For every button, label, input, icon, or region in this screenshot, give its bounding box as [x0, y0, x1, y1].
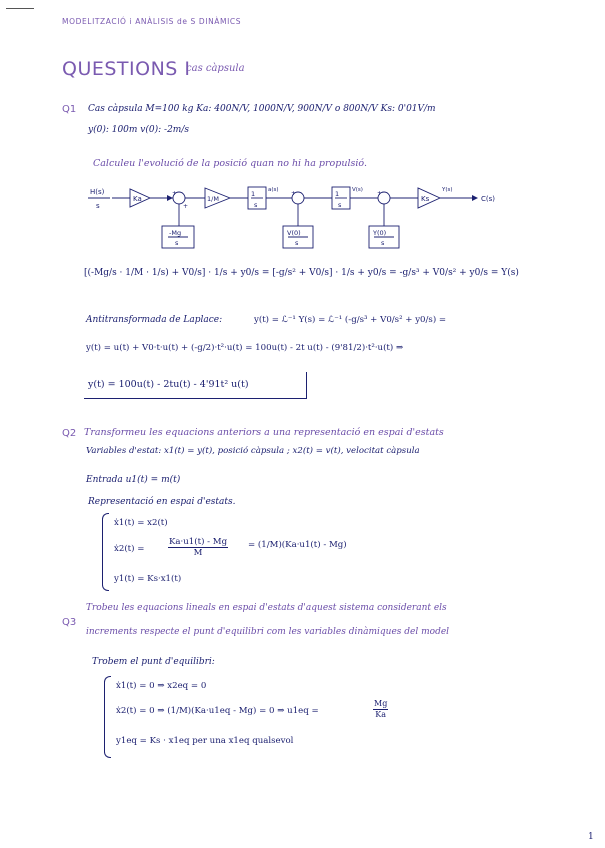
- q1-result: y(t) = 100u(t) - 2tu(t) - 4'91t² u(t): [88, 379, 249, 390]
- svg-text:1: 1: [335, 190, 340, 198]
- q3-eq2: ẋ2(t) = 0 ⇒ (1/M)(Ka·u1eq - Mg) = 0 ⇒ u1eq =: [116, 706, 319, 716]
- q2-eq2-den: M: [193, 548, 203, 558]
- q2-eq2-rhs: = (1/M)(Ka·u1(t) - Mg): [248, 540, 347, 550]
- q1-number: Q1: [62, 104, 77, 115]
- y0-num: Y(0): [373, 229, 387, 237]
- signal-v: V(s): [352, 187, 363, 193]
- svg-text:+: +: [172, 190, 178, 197]
- q2-representation: Representació en espai d'estats.: [88, 497, 236, 507]
- svg-text:+: +: [183, 203, 189, 210]
- q1-initial-conditions: y(0): 100m v(0): -2m/s: [88, 125, 189, 135]
- laplace-equation: [(-Mg/s · 1/M · 1/s) + V0/s] · 1/s + y0/s = [-g/s² + V0/s] · 1/s + y0/s = -g/s³ + V0/s² + y0/s = Y(s): [84, 268, 519, 278]
- ks-gain-label: Ks: [421, 195, 430, 203]
- q3-eq2-den: Ka: [375, 710, 387, 719]
- q2-eq3: y1(t) = Ks·x1(t): [114, 574, 182, 584]
- q2-state-variables: Variables d'estat: x1(t) = y(t), posició càpsula ; x2(t) = v(t), velocitat càpsula: [86, 446, 420, 456]
- mg-num: -Mg: [169, 229, 182, 237]
- mg-den: s: [175, 239, 179, 247]
- q3-eq1: ẋ1(t) = 0 ⇒ x2eq = 0: [116, 681, 207, 691]
- page-subtitle: cas càpsula: [186, 63, 245, 74]
- input-signal-den: s: [96, 202, 100, 210]
- input-signal-num: H(s): [90, 188, 105, 196]
- q2-number: Q2: [62, 428, 77, 439]
- q2-eq2-lhs: ẋ2(t) =: [114, 544, 145, 554]
- q2-statement: Transformeu les equacions anteriors a una representació en espai d'estats: [84, 427, 444, 438]
- q3-eq2-fraction: [373, 699, 388, 720]
- q2-eq2-num: Ka·u1(t) - Mg: [169, 537, 228, 547]
- inv-m-label: 1/M: [207, 195, 219, 203]
- svg-text:s: s: [338, 201, 342, 209]
- svg-text:+: +: [291, 190, 297, 197]
- q3-eq3: y1eq = Ks · x1eq per una x1eq qualsevol: [116, 736, 294, 746]
- q3-eq2-num: Mg: [374, 699, 388, 708]
- v0-den: s: [295, 239, 299, 247]
- q3-number: Q3: [62, 617, 77, 628]
- q3-brace: [104, 676, 111, 758]
- svg-text:1: 1: [251, 190, 256, 198]
- expanded-equation: y(t) = u(t) + V0·t·u(t) + (-g/2)·t²·u(t) = 100u(t) - 2t u(t) - (9'81/2)·t²·u(t) ⇒: [86, 343, 404, 353]
- q3-statement-line1: Trobeu les equacions lineals en espai d'estats d'aquest sistema considerant els: [86, 603, 447, 613]
- q2-brace: [102, 513, 109, 591]
- output-signal: C(s): [481, 195, 495, 203]
- page-title: QUESTIONS I: [62, 58, 191, 80]
- svg-text:+: +: [377, 190, 383, 197]
- antitransform-label: Antitransformada de Laplace:: [86, 315, 223, 325]
- v0-num: V(0): [287, 229, 301, 237]
- y0-den: s: [381, 239, 385, 247]
- q1-statement: Cas càpsula M=100 kg Ka: 400N/V, 1000N/V, 900N/V o 800N/V Ks: 0'01V/m: [88, 104, 436, 114]
- page-number: 1: [588, 832, 594, 842]
- signal-a: a(s): [268, 187, 279, 193]
- antitransform-equation: y(t) = ℒ⁻¹ Y(s) = ℒ⁻¹ (-g/s³ + V0/s² + y0/s) =: [254, 315, 447, 325]
- signal-y: Y(s): [442, 187, 453, 193]
- q1-prompt: Calculeu l'evolució de la posició quan no hi ha propulsió.: [93, 158, 367, 169]
- q3-statement-line2: increments respecte el punt d'equilibri com les variables dinàmiques del model: [86, 627, 450, 637]
- block-diagram: [80, 178, 520, 256]
- q2-eq2-fraction: [168, 537, 228, 558]
- q2-input: Entrada u1(t) = m(t): [86, 475, 181, 485]
- q2-eq1: ẋ1(t) = x2(t): [114, 518, 168, 528]
- course-header: MODELITZACIÓ i ANÀLISIS de S DINÀMICS: [62, 17, 242, 26]
- corner-mark: [6, 8, 34, 9]
- ka-gain-label: Ka: [133, 195, 142, 203]
- svg-text:s: s: [254, 201, 258, 209]
- q3-find-equilibrium: Trobem el punt d'equilibri:: [92, 657, 215, 667]
